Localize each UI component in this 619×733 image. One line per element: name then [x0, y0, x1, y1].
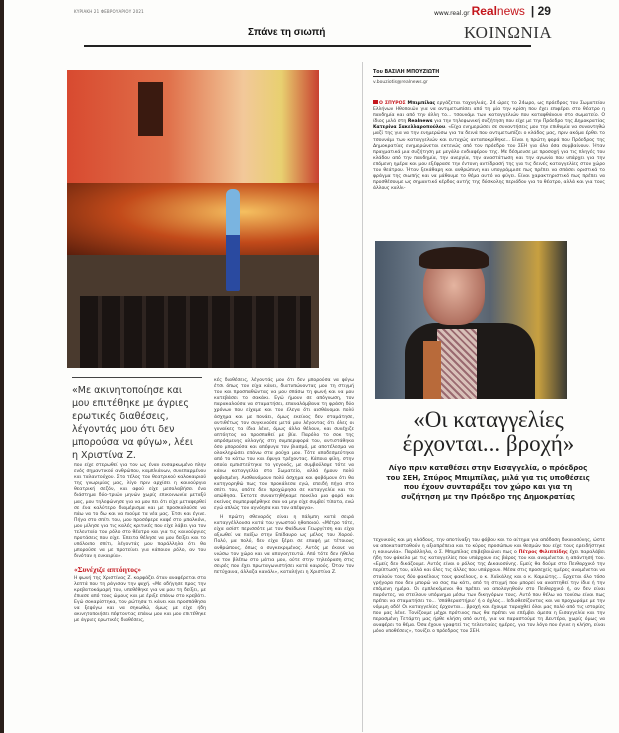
brand-light: news — [496, 4, 525, 18]
photo-vest — [423, 341, 441, 399]
article-column-r1 — [373, 100, 605, 192]
body-text: τεχνικούς και μη κλάδους, την αποτίναξη του φόβου και το αίτημα για απόδοση δικαιοσύνης, ώστε να αποκατασταθούν η αξιοπρέπεια και το κύρος προσώπων και θεσμών που είχε τους ερειδήστηκε η κοινωνία». Παράλληλα, ο Σ. Μπιμπίλας επιβεβαιώνει πως ο — [373, 538, 605, 556]
pull-quote: «Με ακινητοποίησε και μου επιτέθηκε με άγριες ερωτικές διαθέσεις, λέγοντάς μου ότι δεν μπορούσα να φύγω», λέει η Χριστίνα Ζ. — [72, 377, 202, 462]
newspaper-page — [4, 0, 619, 733]
article-column-a — [74, 463, 206, 624]
lead-surname: Μπιμπίλας — [407, 101, 436, 106]
photo-person — [226, 189, 240, 290]
lead-name: Ο ΣΠΥΡΟΣ — [379, 101, 406, 106]
bullet-square-icon — [373, 100, 378, 104]
page-number-value: 29 — [537, 4, 551, 18]
dateline: ΚΥΡΙΑΚΗ 21 ΦΕΒΡΟΥΑΡΙΟΥ 2021 — [74, 9, 144, 14]
standfirst: Λίγο πριν καταθέσει στην Εισαγγελία, ο πρόεδρος του ΣΕΗ, Σπύρος Μπιμπίλας, μιλά για τις υποθέσεις που έχουν συνταράξει τον χώρο και για τη συζήτηση με την Πρόεδρο της Δημοκρατίας — [386, 464, 590, 501]
body-text: Η φωνή της Χριστίνας Ζ. καρφάζει όταν αναφέρεται στα λεπτά που τη ράγισαν την ψυχή. «Με οδήγησε προς την κρεβατοκάμαρή του, υπεθέθηκε για να μου τη δείξει, με έπιασε από τους ώμους και με έριξε επάνω στο κρεβάτι. Εγώ σοκαρίστηκα, τον ρώτησα τι κάνει και προσπάθησα να ξεφύγω και να σηκωθώ, όμως με είχε ήδη ακινητοποιήσει πέφτοντας επάνω μου και μου επιτέθηκε με άγριες ερωτικές διαθέσεις, — [74, 575, 206, 624]
photo-seats — [80, 296, 312, 368]
body-text: έχει παραλάβει ήδη τον φάκελο με τις καταγγελίες που υπάρχουν εις βάρος του και αναμένεται η απάντησή του. «Εμείς δεν δικάζουμε. Αυτός είναι ο ρόλος της Δικαιοσύνης. Εμείς θα δούμε στο Πειθαρχικό την περίπτωσή του, αλλά και όλες τις άλλες που υπάρχουν. Μέσα στις προσεχείς ημέρες αναμένεται να σταλούν τους δύο φακέλους τους φακέλους, ο κ. Χαϊκάλης και ο κ. Καμιώτης... Ερχεται όλο τόσο γρήγορα που δεν μπορώ να σας πω κάτι, από τη στιγμή που μπορεί να αναπτηθεί την ίδια ή την επόμενη ημέρα. Οι εμπλεκόμενοι θα πρέπει να απολογηθούν στο Πειθαρχικό ή, αν δεν είναι παρόντες, να στείλουν υπόμνημα μέσω των δικηγόρων τους. Αυτό που θέλω να τονίσω είναι πως πρέπει να σταματήσει το... 'σπάθεραστήριο' ή ο όχλος... Ιεδιοθεσίζοντας και να προχωράμε με την νόμιμη οδό! Οι καταγγελίες έρχονται... βροχή και έχουμε ταραχθεί όλοι μας πολύ από τις ιστορίες που μας λένε. Τονίζουμε μέχρι πρότινος πως θα πρέπει να επέμβει άμεσα η Εισαγγελία και την περασμένη Τετάρτη μας ήρθε κλήση από αυτή, για να παραστούμε τη Δευτέρα, χωρίς όμως να αναφέρει το θέμα. Όσα έχουν γραφτεί τις τελευταίες ημέρες, για τον λόγο που έγινε η κλήση, είναι μόνο υποθέσεις», τονίζει ο πρόεδρος του ΣΕΗ. — [373, 550, 605, 635]
body-text: εργάζεται ταχνηλιάς, 24 ώρες το 24ωρο, ως πρόεδρος του Σωματείου Ελλήνων Ηθοποιών για να αντιμετωπίσει από τη μία την κρίση που έχει επιφέρει στο θέατρο η πανδημία και από την άλλη το... τσουνάμι των καταγγελιών που καταφθάνουν στο σωματείο. Ο ίδιος μιλά στη — [373, 101, 606, 125]
body-text: Η πρώτη σθεναρός είναι η πάλμπη κατά σειρά καταγγέλλουσα κατά του γνωστού ηθοποιού. «Μέτρο τότε, είχα ασίστ περισσότε με τον Φαίδωνα Γεωργίτση και είχα αξιωθεί να παίξω στην Επίδαυρο ως μέλος του Χορού. Πολύ, μα πολύ, δεν είχα ξέρει σε επαφή με τέτοιους ανθρώπους, όπως ο συγκεκριμένος. Αυτός με έκανε να νιώσω τον χώρο και να απογοητευτώ. Από τότε δεν ήθελα να τον βλέπω στο μάτια μου, ούτε στην τηλεόραση στις σειρές που έχει πρωταγωνιστήσει κατά καιρούς. Όταν τον πετύχαινα, άλλαζα κανάλι», καταλήγει η Χριστίνα Ζ. — [214, 515, 354, 575]
brand-logo — [472, 4, 525, 18]
photo-door — [138, 82, 163, 136]
header-rule — [84, 45, 474, 47]
brand-bold: Real — [471, 4, 497, 18]
photo-shirt — [437, 329, 477, 399]
photo-hair — [419, 247, 489, 269]
page-number: | 29 — [530, 4, 551, 18]
masthead — [434, 4, 551, 18]
subheading: «Συνέχιζε απτόητος» — [74, 564, 141, 574]
author-email: v.bouziotis@realnews.gr — [373, 80, 428, 85]
site-url: www.real.gr — [434, 10, 470, 17]
president-name: Κατερίνα Σακελλαροπούλου — [373, 125, 446, 131]
headline: «Οι καταγγελίες έρχονται... βροχή» — [402, 407, 575, 456]
photo-stage — [67, 183, 319, 255]
body-text: για την τηλεφωνική συζήτηση που είχε με την Πρόεδρο της Δημοκρατίας — [434, 119, 605, 125]
section-title: ΚΟΙΝΩΝΙΑ — [464, 23, 553, 42]
person-name: Πέτρος Φιλιππίδης — [518, 550, 568, 556]
portrait-photo — [375, 241, 567, 399]
body-text: που είχε στερωθεί για τον ως έναν ενσαρκωμένο πλην ενός σημαντικού ανθρώπου, καμπλιάνων, συνεπαρμένου και ταλαντούχου. Στο τέλος του θεατρικού καλοκαιριού της γνωριμίας μας, λίγο πριν αρχίσει η καινούργια θεατρική σεζόν, και αφού είχε μεσολαβήσει ένα διάστημα δύο-τριών μηνών χωρίς επικοινωνία μεταξύ μας, μου τηλεφώνησε για να μου πει ότι είχε μεταφερθεί σε ένα καλύτερο διαμέρισμα και με προσκαλούσε να πάω να το δω και να πιούμε τα νέα μας. Έτσι και έγινε. Πήγα στο σπίτι του, μου προσέφερε καφέ στο μπαλκόνι, μου μίλησε για τις καλές κριτικές που είχε λάβει για τον τελευταίο του ρόλο στο θέατρο και για τις καινούργιες προτάσεις που είχε. Έπειτα θέλησε να μου δείξει και το υπόλοιπο σπίτι, λέγοντάς μου παράλληλα ότι θα μπορούσε να με προτείνει για κάποιον ρόλο, αν του δινόταν η ευκαιρία». — [74, 463, 206, 560]
paper-name: Realnews — [407, 119, 433, 125]
body-text: . «Είχα ενημερώσει σε συναντήσεις μου την επιθυμία να συναντηθώ μαζί της για να την ενημερώσω για τα δεινά που αντιμετωπίζει ο κλάδος μας, πριν ακόμα έρθει το τσουνάμι των καταγγελιών και ευτυχώς ανταποκρίθηκε... Είναι η πρώτη φορά που Πρόεδρος της Δημοκρατίας ενημερώνεται εκτενώς από τον πρόεδρο του ΣΕΗ για όλα όσα συμβαίνουν. Ήταν πραγματικά μια συζήτηση με μεγάλο ενδιαφέρον της. Με δέσμευσε με προσοχή για τις πληγές του κλάδου από την πανδημία, την ανεργία, την αναστάτωση και την αγωνία που υπάρχει για την επόμενη ημέρα και μου εξέφρασε την έντονη αντίδρασή της για τις δεινές καταγγελίες στον χώρο του θεάτρου. Ήταν ξεκάθαρη και ανθρώπινη και υπογράμμισε πως πρέπει να σπάσει οριστικά το φράγμα της σιωπής και να μάθουμε το θέμα αυτό να φύγει. Είναι χαρακτηριστικό πως πρέπει να προσθέσουμε ως σημαντικό κέρδος αυτής της δύσκολης περιόδου για το θέατρο, αλλά και για τους άλλους καλλι- — [373, 125, 605, 192]
body-text: κές διαθέσεις, λέγοντάς μου ότι δεν μπορούσα να φύγω έτσι όπως τον είχα κάνει, διατυπώνοντας μου τη στιγμή του και προσπαθώντας να μου σπάσω τη φωνή και να μου κατεβάσει το σακάκι. Εγώ ήμουν σε απόγνωση, τον παρακαλούσα να σταματήσει, επαναλάμβανα τη φράση δύο χρόνων που είχαμε και του έλεγα ότι αισθάνομαι πολύ άσχημα και με πονάει, όμως εκείνος δεν σταμάτησε, αντιθέτως τον συγκινούσε μετά μου λέγοντας ότι όλες οι γυναίκες τα ίδια λένε, όμως άλλα θέλουν, και συνέχιζε απτόητος να προσπαθεί με βία. Παρόλο το σοκ της απρόσμενης αλλαγής στη συμπεριφορά του, αντιστάθηκα όσο μπορούσα και απέφυγα τον βιασμό, με αποτέλεσμα να ολοκληρώσει επάνω στα ρούχα μου. Τότε αποδεσμεύτηκα από το κάτω του και έφυγα τρέχοντας. Κάποια φίλη, στην οποία εμπιστεύτηκα το γεγονός, με συμβούλεψε τότε να κάνω καταγγελία στο Σωματείο, αλλά ήμουν πολύ φοβισμένη. Αισθανόμουν πολύ άσχημα και φοβόμουν ότι θα κατηγορηθώ πως τον προκάλεσα εγώ, επειδή πήγα στο σπίτι του, οπότε δεν προχώρησα σε καταγγελία και το απώθησα. Έκτοτε συναντηθήκαμε ποικίλα μια φορά και εκείνος συμπεριφέρθηκε σαν να μην είχε συμβεί τίποτα, ενώ εγώ απλώς τον αγνόησα και τον απέφυγα». — [214, 378, 354, 511]
article-column-b — [214, 378, 354, 576]
byline: Του ΒΑΣΙΛΗ ΜΠΟΥΖΙΩΤΗ — [373, 70, 440, 75]
theatre-stage-photo — [67, 70, 319, 368]
header-rule-right — [474, 45, 531, 47]
photo-wall — [67, 70, 319, 189]
article-column-r2 — [373, 538, 605, 636]
column-divider — [362, 62, 363, 732]
rubric: Σπάνε τη σιωπή — [248, 27, 326, 38]
